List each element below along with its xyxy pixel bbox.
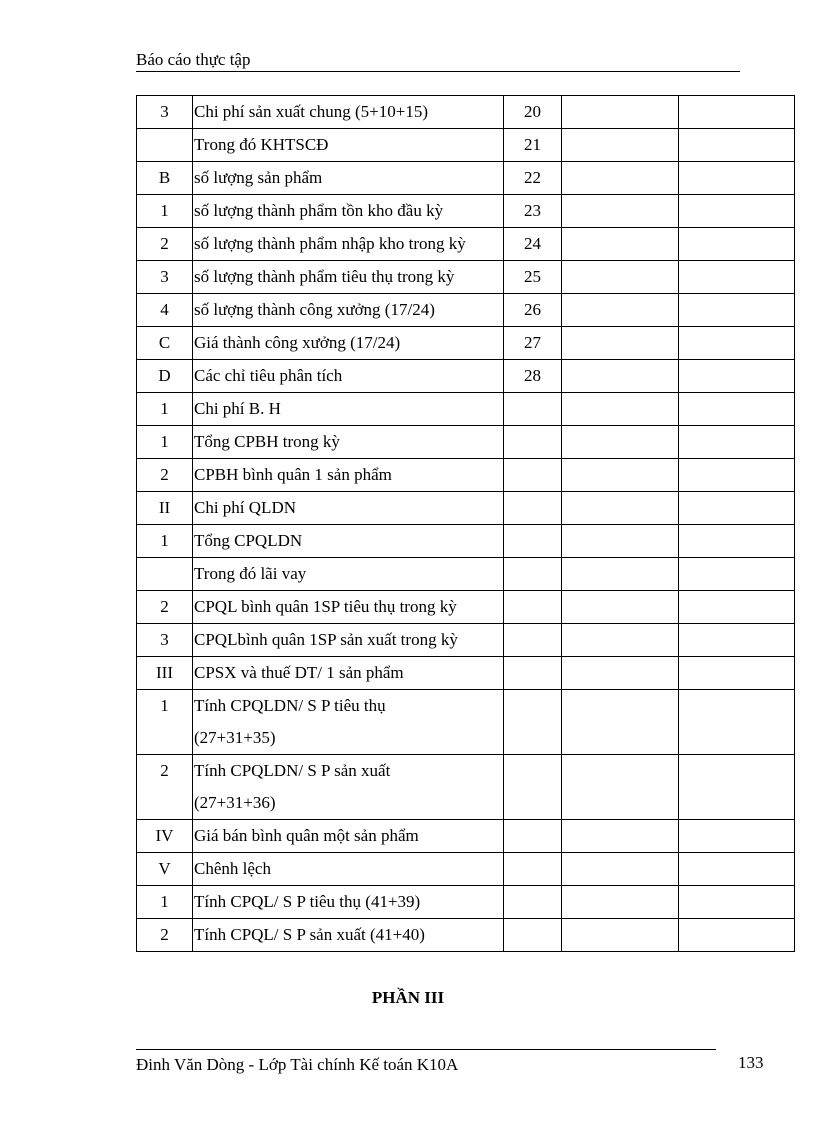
row-value-cell <box>562 393 679 426</box>
row-value-cell <box>562 853 679 886</box>
row-value-cell <box>679 459 795 492</box>
row-value-cell <box>562 195 679 228</box>
row-value-cell <box>679 525 795 558</box>
row-code <box>504 591 562 624</box>
footer-author: Đinh Văn Dòng - Lớp Tài chính Kế toán K10A <box>136 1055 459 1074</box>
table-row <box>137 525 795 558</box>
row-description <box>193 853 504 886</box>
table-row <box>137 820 795 853</box>
row-description-line: Giá bán bình quân một sản phẩm <box>194 826 419 845</box>
row-value-cell <box>679 129 795 162</box>
row-code <box>504 426 562 459</box>
row-value-cell <box>562 162 679 195</box>
table-row <box>137 558 795 591</box>
row-value-cell <box>562 657 679 690</box>
row-description-line: CPSX và thuế DT/ 1 sản phẩm <box>194 663 404 682</box>
row-symbol: 3 <box>137 96 193 129</box>
row-value-cell <box>679 96 795 129</box>
row-description-line: Các chỉ tiêu phân tích <box>194 366 343 385</box>
row-value-cell <box>562 492 679 525</box>
row-description <box>193 690 504 755</box>
table-row <box>137 228 795 261</box>
report-table <box>136 95 795 952</box>
row-description <box>193 558 504 591</box>
row-value-cell <box>679 820 795 853</box>
row-code <box>504 492 562 525</box>
row-symbol: 1 <box>137 195 193 228</box>
row-value-cell <box>562 525 679 558</box>
table-row <box>137 327 795 360</box>
row-code: 27 <box>504 327 562 360</box>
row-description-line: (27+31+35) <box>194 728 276 747</box>
row-value-cell <box>679 853 795 886</box>
row-symbol: V <box>137 853 193 886</box>
row-code: 23 <box>504 195 562 228</box>
row-code <box>504 624 562 657</box>
row-value-cell <box>562 459 679 492</box>
row-description-line: Trong đó lãi vay <box>194 564 307 583</box>
table-row <box>137 853 795 886</box>
row-value-cell <box>679 228 795 261</box>
row-description-line: Tính CPQL/ S P tiêu thụ (41+39) <box>194 892 421 911</box>
row-symbol: IV <box>137 820 193 853</box>
row-code: 20 <box>504 96 562 129</box>
table-row <box>137 360 795 393</box>
row-description-line: Tính CPQLDN/ S P sản xuất <box>194 761 391 780</box>
table-row <box>137 886 795 919</box>
row-description <box>193 393 504 426</box>
row-symbol: 2 <box>137 228 193 261</box>
row-value-cell <box>679 360 795 393</box>
row-value-cell <box>679 886 795 919</box>
row-description-line: CPBH bình quân 1 sản phẩm <box>194 465 392 484</box>
table-row <box>137 624 795 657</box>
row-symbol: 4 <box>137 294 193 327</box>
row-description <box>193 294 504 327</box>
row-description <box>193 624 504 657</box>
row-symbol: 1 <box>137 426 193 459</box>
row-symbol: 2 <box>137 591 193 624</box>
table-row <box>137 919 795 952</box>
row-symbol: D <box>137 360 193 393</box>
row-code: 26 <box>504 294 562 327</box>
row-code: 28 <box>504 360 562 393</box>
table-row <box>137 755 795 820</box>
row-symbol: II <box>137 492 193 525</box>
row-value-cell <box>679 657 795 690</box>
row-description <box>193 919 504 952</box>
row-value-cell <box>562 294 679 327</box>
row-description <box>193 525 504 558</box>
table-row <box>137 261 795 294</box>
row-symbol: 2 <box>137 919 193 952</box>
row-value-cell <box>679 624 795 657</box>
row-code <box>504 853 562 886</box>
table-row <box>137 294 795 327</box>
row-value-cell <box>562 129 679 162</box>
table-row <box>137 195 795 228</box>
table-row <box>137 690 795 755</box>
row-code <box>504 919 562 952</box>
row-description <box>193 327 504 360</box>
row-value-cell <box>562 426 679 459</box>
row-code <box>504 886 562 919</box>
row-value-cell <box>679 558 795 591</box>
row-description-line: (27+31+36) <box>194 793 276 812</box>
row-description-line: Chênh lệch <box>194 859 271 878</box>
row-code <box>504 690 562 755</box>
row-value-cell <box>679 261 795 294</box>
row-description-line: số lượng sản phẩm <box>194 168 323 187</box>
row-symbol: 1 <box>137 886 193 919</box>
row-description <box>193 657 504 690</box>
row-code <box>504 459 562 492</box>
row-description <box>193 426 504 459</box>
row-value-cell <box>562 327 679 360</box>
table-row <box>137 162 795 195</box>
row-description-line: Chi phí B. H <box>194 399 281 418</box>
report-table-body <box>137 96 795 952</box>
row-description-line: Chi phí sản xuất chung (5+10+15) <box>194 102 429 121</box>
row-symbol: 3 <box>137 624 193 657</box>
row-value-cell <box>679 327 795 360</box>
row-code: 25 <box>504 261 562 294</box>
table-row <box>137 492 795 525</box>
page-number: 133 <box>738 1053 764 1072</box>
row-code <box>504 525 562 558</box>
table-row <box>137 426 795 459</box>
section-heading: PHẦN III <box>371 988 445 1007</box>
row-symbol: 1 <box>137 393 193 426</box>
row-value-cell <box>679 393 795 426</box>
row-description-line: Giá thành công xưởng (17/24) <box>194 333 401 352</box>
row-value-cell <box>562 886 679 919</box>
row-value-cell <box>562 261 679 294</box>
row-description-line: Trong đó KHTSCĐ <box>194 135 329 154</box>
header-divider <box>136 71 740 72</box>
row-description-line: Tổng CPQLDN <box>194 531 303 550</box>
row-description <box>193 96 504 129</box>
row-description <box>193 360 504 393</box>
table-row <box>137 657 795 690</box>
row-code: 22 <box>504 162 562 195</box>
row-value-cell <box>679 492 795 525</box>
row-code: 24 <box>504 228 562 261</box>
row-symbol <box>137 129 193 162</box>
row-description <box>193 820 504 853</box>
row-description <box>193 755 504 820</box>
row-description <box>193 591 504 624</box>
row-code <box>504 820 562 853</box>
row-value-cell <box>562 690 679 755</box>
row-value-cell <box>679 591 795 624</box>
footer-divider <box>136 1049 716 1050</box>
row-description <box>193 228 504 261</box>
row-value-cell <box>679 162 795 195</box>
row-description-line: số lượng thành công xưởng (17/24) <box>194 300 435 319</box>
row-value-cell <box>679 755 795 820</box>
row-code <box>504 393 562 426</box>
row-description-line: số lượng thành phẩm tồn kho đầu kỳ <box>194 201 444 220</box>
row-value-cell <box>562 96 679 129</box>
row-code <box>504 755 562 820</box>
table-row <box>137 96 795 129</box>
row-description-line: CPQL bình quân 1SP tiêu thụ trong kỳ <box>194 597 457 616</box>
table-row <box>137 459 795 492</box>
row-value-cell <box>562 591 679 624</box>
row-value-cell <box>679 195 795 228</box>
row-description <box>193 459 504 492</box>
row-description <box>193 195 504 228</box>
row-description-line: Chi phí QLDN <box>194 498 296 517</box>
row-value-cell <box>562 558 679 591</box>
table-row <box>137 591 795 624</box>
row-value-cell <box>679 690 795 755</box>
row-symbol: B <box>137 162 193 195</box>
row-value-cell <box>562 624 679 657</box>
row-description <box>193 261 504 294</box>
row-symbol: 1 <box>137 690 193 755</box>
row-symbol: 2 <box>137 755 193 820</box>
row-code <box>504 657 562 690</box>
row-description-line: Tính CPQLDN/ S P tiêu thụ <box>194 696 386 715</box>
row-value-cell <box>679 294 795 327</box>
row-code <box>504 558 562 591</box>
row-description <box>193 886 504 919</box>
row-code: 21 <box>504 129 562 162</box>
row-description <box>193 492 504 525</box>
row-description-line: CPQLbình quân 1SP sản xuất trong kỳ <box>194 630 458 649</box>
row-value-cell <box>562 755 679 820</box>
row-symbol: III <box>137 657 193 690</box>
row-value-cell <box>562 820 679 853</box>
row-symbol <box>137 558 193 591</box>
row-description-line: số lượng thành phẩm tiêu thụ trong kỳ <box>194 267 455 286</box>
row-symbol: 2 <box>137 459 193 492</box>
row-value-cell <box>562 360 679 393</box>
row-symbol: 3 <box>137 261 193 294</box>
row-description <box>193 129 504 162</box>
row-symbol: C <box>137 327 193 360</box>
row-value-cell <box>679 919 795 952</box>
row-symbol: 1 <box>137 525 193 558</box>
table-row <box>137 393 795 426</box>
row-value-cell <box>679 426 795 459</box>
row-value-cell <box>562 919 679 952</box>
row-value-cell <box>562 228 679 261</box>
row-description-line: Tính CPQL/ S P sản xuất (41+40) <box>194 925 425 944</box>
page-header-title: Báo cáo thực tập <box>136 50 251 69</box>
row-description-line: số lượng thành phẩm nhập kho trong kỳ <box>194 234 466 253</box>
table-row <box>137 129 795 162</box>
row-description <box>193 162 504 195</box>
row-description-line: Tổng CPBH trong kỳ <box>194 432 340 451</box>
